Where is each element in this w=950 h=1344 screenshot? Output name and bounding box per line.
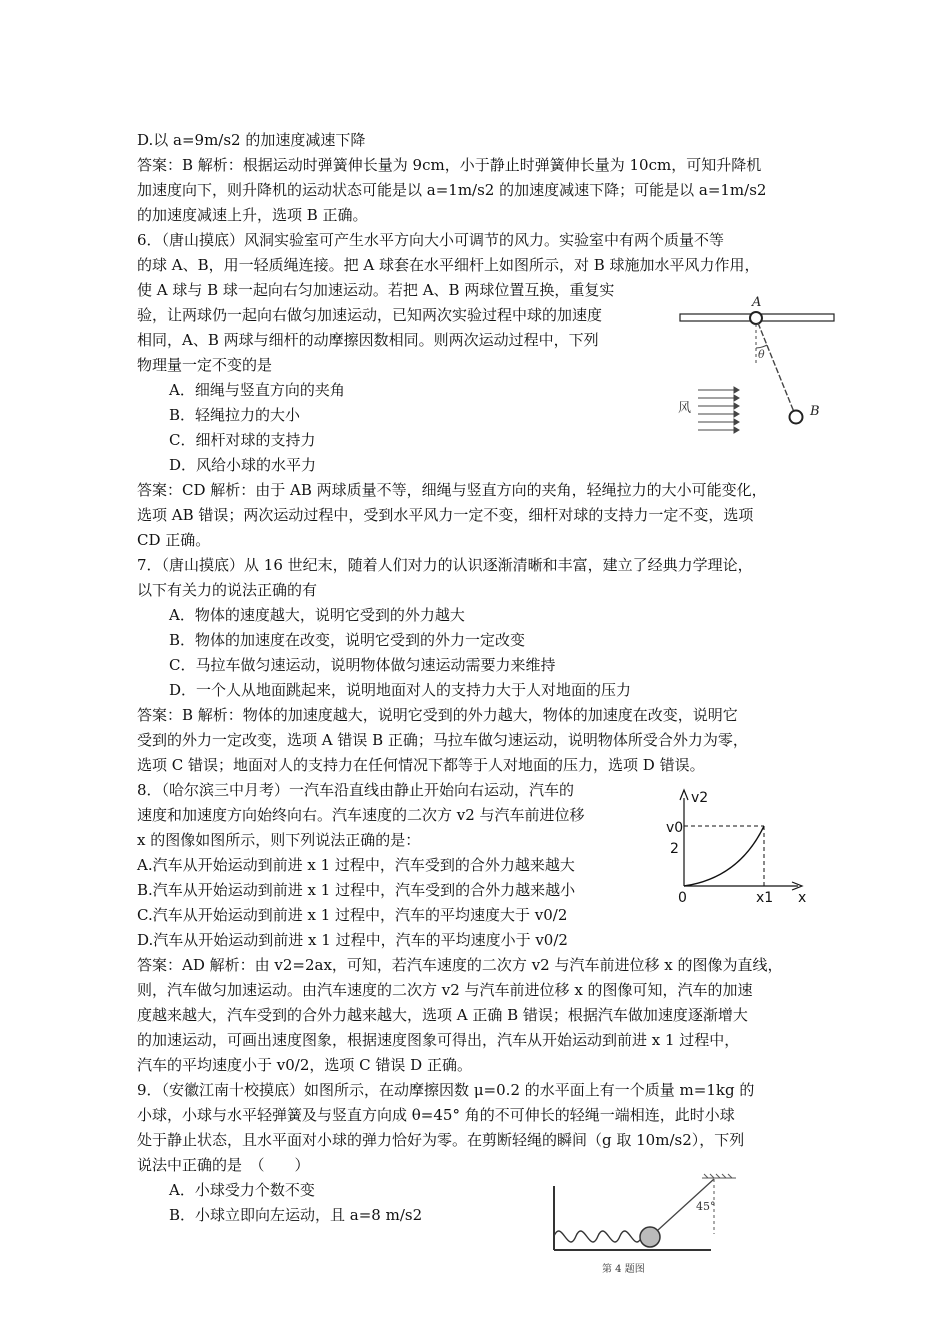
text-line: 选项 C 错误；地面对人的支持力在任何情况下都等于人对地面的压力，选项 D 错误。 (137, 756, 705, 774)
option-line: C．马拉车做匀速运动，说明物体做匀速运动需要力来维持 (169, 656, 556, 674)
text-line: 加速度向下，则升降机的运动状态可能是以 a=1m/s2 的加速度减速下降；可能是以 a=1m/s2 (137, 181, 767, 199)
option-line: C．细杆对球的支持力 (169, 431, 316, 449)
curve (684, 826, 764, 886)
x-axis-label: x (798, 890, 807, 906)
option-line: C.汽车从开始运动到前进 x 1 过程中，汽车的平均速度大于 v0/2 (137, 906, 568, 924)
text-line: 说法中正确的是 （ ） (137, 1156, 310, 1174)
ball (640, 1227, 660, 1247)
text-line: 度越来越大，汽车受到的合外力越来越大，选项 A 正确 B 错误；根据汽车做加速度逐渐增大 (137, 1006, 748, 1024)
option-line: A．小球受力个数不变 (169, 1181, 315, 1199)
y-axis-label: v2 (691, 790, 709, 806)
y-tick-v0: v0 (666, 820, 684, 836)
wind-tunnel-figure (676, 288, 841, 438)
option-line: B.汽车从开始运动到前进 x 1 过程中，汽车受到的合外力越来越小 (137, 881, 576, 899)
option-line: A．细绳与竖直方向的夹角 (169, 381, 345, 399)
spring (554, 1231, 642, 1242)
option-line: B．小球立即向左运动，且 a=8 m/s2 (169, 1206, 423, 1224)
text-line: 以下有关力的说法正确的有 (137, 581, 318, 599)
question-6-line: 6．（唐山摸底）风洞实验室可产生水平方向大小可调节的风力。实验室中有两个质量不等 (137, 231, 725, 249)
text-line: 验，让两球仍一起向右做匀加速运动，已知两次实验过程中球的加速度 (137, 306, 603, 324)
text-line: 相同，A、B 两球与细杆的动摩擦因数相同。则两次运动过程中，下列 (137, 331, 599, 349)
string (758, 323, 794, 412)
x-tick-x1: x1 (756, 890, 774, 906)
text-line: 受到的外力一定改变，选项 A 错误 B 正确；马拉车做匀速运动，说明物体所受合外力为零， (137, 731, 748, 749)
origin-label: 0 (678, 890, 687, 906)
text-line: 则，汽车做匀加速运动。由汽车速度的二次方 v2 与汽车前进位移 x 的图像可知，汽车的加速 (137, 981, 753, 999)
v2-x-graph (664, 786, 814, 908)
option-line: D．一个人从地面跳起来，说明地面对人的支持力大于人对地面的压力 (169, 681, 632, 699)
ceiling-hatch (702, 1174, 736, 1178)
question-9-line: 9．（安徽江南十校摸底）如图所示，在动摩擦因数 μ=0.2 的水平面上有一个质量 m=1kg 的 (137, 1081, 755, 1099)
y-tick-2: 2 (670, 841, 679, 857)
text-line: 汽车的平均速度小于 v0/2，选项 C 错误 D 正确。 (137, 1056, 472, 1074)
option-line: A．物体的速度越大，说明它受到的外力越大 (169, 606, 465, 624)
label-a: A (752, 295, 762, 310)
label-b: B (810, 404, 820, 419)
ball-a (750, 312, 762, 324)
text-line: 处于静止状态，且水平面对小球的弹力恰好为零。在剪断轻绳的瞬间（g 取 10m/s2），下列 (137, 1131, 745, 1149)
text-line: 答案：CD 解析：由于 AB 两球质量不等，细绳与竖直方向的夹角，轻绳拉力的大小可能变化， (137, 481, 767, 499)
label-wind: 风 (678, 401, 692, 416)
text-line: 的球 A、B，用一轻质绳连接。把 A 球套在水平细杆上如图所示，对 B 球施加水平风力作用， (137, 256, 760, 274)
option-line: B．轻绳拉力的大小 (169, 406, 301, 424)
angle-label: 45° (696, 1200, 716, 1213)
text-line: D.以 a=9m/s2 的加速度减速下降 (137, 131, 366, 149)
question-7-line: 7．（唐山摸底）从 16 世纪末，随着人们对力的认识逐渐清晰和丰富，建立了经典力学理论， (137, 556, 753, 574)
option-line: D．风给小球的水平力 (169, 456, 317, 474)
ball-b (790, 411, 803, 424)
text-line: 物理量一定不变的是 (137, 356, 273, 374)
label-theta: θ (758, 348, 765, 361)
text-line: 答案：AD 解析：由 v2=2ax，可知，若汽车速度的二次方 v2 与汽车前进位移 x 的图像为直线， (137, 956, 783, 974)
option-line: A.汽车从开始运动到前进 x 1 过程中，汽车受到的合外力越来越大 (137, 856, 575, 874)
text-line: 小球，小球与水平轻弹簧及与竖直方向成 θ=45° 角的不可伸长的轻绳一端相连，此时小球 (137, 1106, 735, 1124)
text-line: 的加速运动，可画出速度图象，根据速度图象可得出，汽车从开始运动到前进 x 1 过程中， (137, 1031, 740, 1049)
wind-arrows (698, 387, 739, 433)
text-line: 的加速度减速上升，选项 B 正确。 (137, 206, 368, 224)
option-line: D.汽车从开始运动到前进 x 1 过程中，汽车的平均速度小于 v0/2 (137, 931, 568, 949)
figure-caption: 第 4 题图 (602, 1264, 645, 1275)
text-line: 速度和加速度方向始终向右。汽车速度的二次方 v2 与汽车前进位移 (137, 806, 585, 824)
text-line: 选项 AB 错误；两次运动过程中，受到水平风力一定不变，细杆对球的支持力一定不变，选项 (137, 506, 754, 524)
text-line: 使 A 球与 B 球一起向右匀加速运动。若把 A、B 两球位置互换，重复实 (137, 281, 615, 299)
question-8-line: 8．（哈尔滨三中月考）一汽车沿直线由静止开始向右运动，汽车的 (137, 781, 575, 799)
spring-rope-figure (546, 1172, 746, 1276)
text-line: 答案：B 解析：物体的加速度越大，说明它受到的外力越大，物体的加速度在改变，说明它 (137, 706, 738, 724)
text-line: x 的图像如图所示，则下列说法正确的是： (137, 831, 421, 849)
option-line: B．物体的加速度在改变，说明它受到的外力一定改变 (169, 631, 526, 649)
text-line: CD 正确。 (137, 531, 211, 549)
text-line: 答案：B 解析：根据运动时弹簧伸长量为 9cm，小于静止时弹簧伸长量为 10cm，可知升降机 (137, 156, 762, 174)
